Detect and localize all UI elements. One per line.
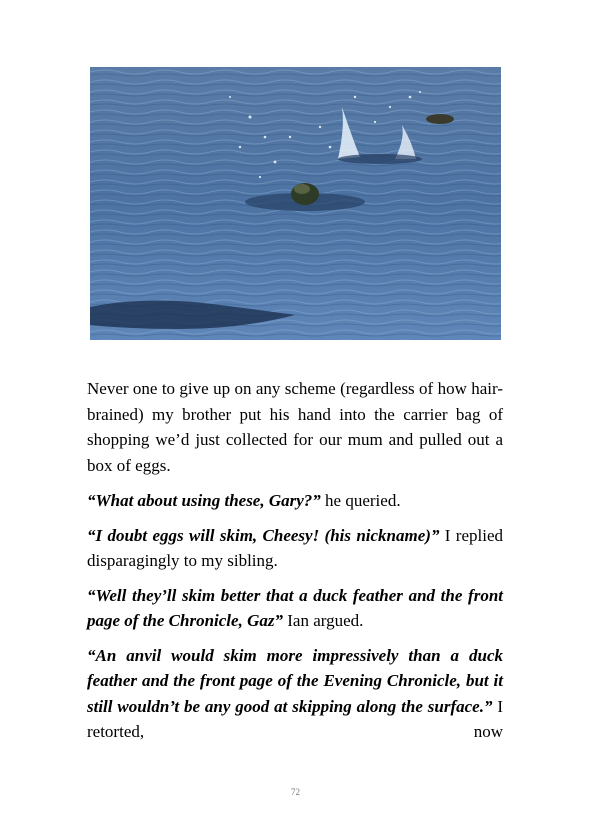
paragraph-4-text: Ian argued. xyxy=(282,611,364,630)
page-number: 72 xyxy=(291,787,300,797)
paragraph-1 xyxy=(87,376,503,478)
paragraph-2-quote: “What about using these, Gary?” xyxy=(87,491,321,510)
paragraph-5 xyxy=(87,643,503,745)
paragraph-3-quote: “I doubt eggs will skim, Cheesy! (his nickname)” xyxy=(87,525,440,545)
body-text xyxy=(87,376,503,754)
paragraph-4 xyxy=(87,583,503,634)
paragraph-5-quote: “An anvil would skim more impressively than a duck feather and the front page of the Evening Chronicle, but it still wouldn’t be any good at skipping along the surface.” xyxy=(87,645,503,716)
paragraph-4-quote: “Well they’ll skim better that a duck feather and the front page of the Chronicle, Gaz” xyxy=(87,585,503,630)
paragraph-3 xyxy=(87,523,503,574)
paragraph-5-text: I retorted, now xyxy=(87,696,504,741)
paragraph-1-text: Never one to give up on any scheme (regardless of how hair-brained) my brother put his hand into the carrier bag of shopping we’d just collected for our mum and pulled out a box of eggs. xyxy=(87,379,503,475)
paragraph-2-text: he queried. xyxy=(320,491,401,510)
water-splash-photo xyxy=(90,67,501,340)
paragraph-2 xyxy=(87,488,503,514)
paragraph-3-text: I replied disparagingly to my sibling. xyxy=(87,525,504,570)
